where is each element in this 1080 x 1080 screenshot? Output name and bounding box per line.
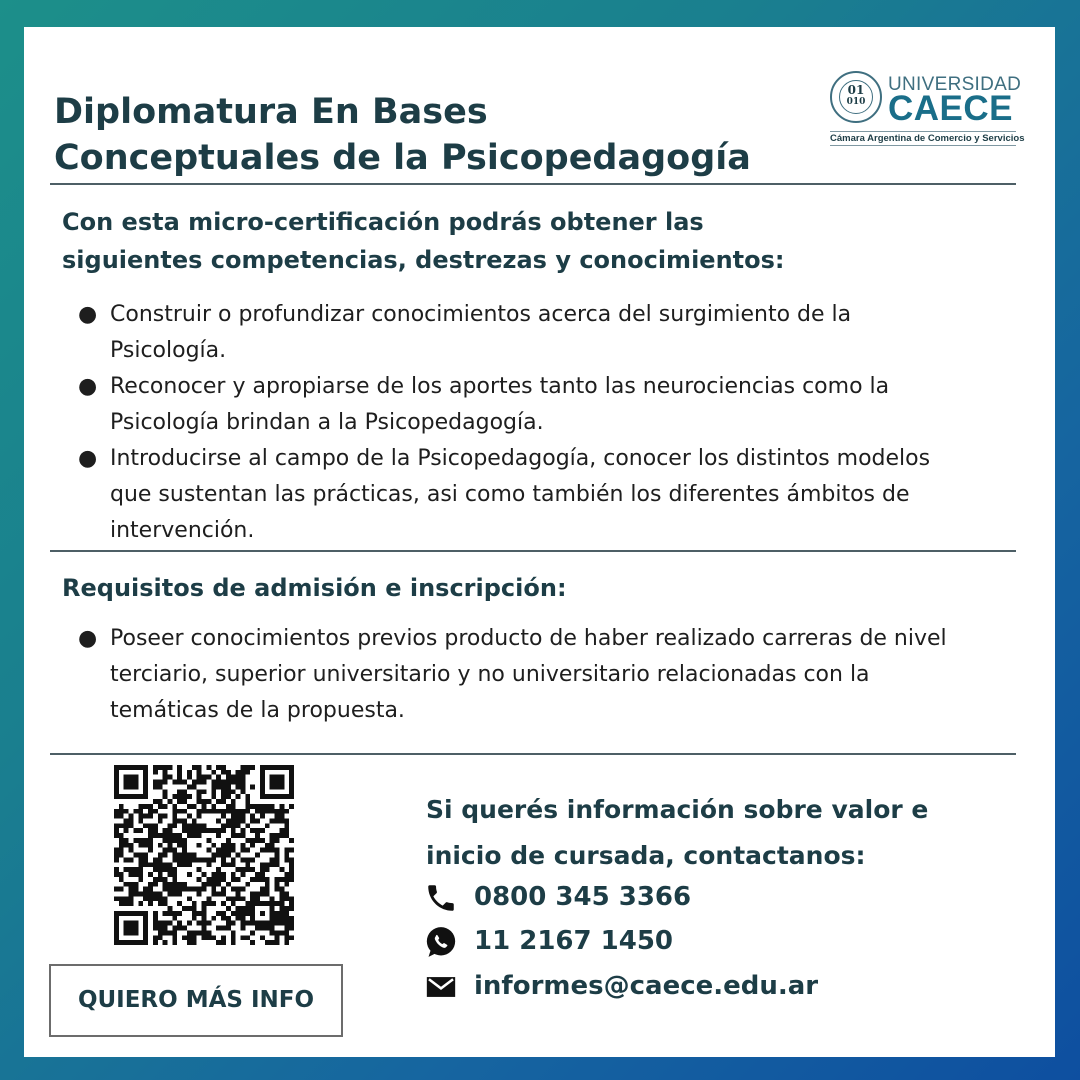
flyer-card	[24, 27, 1055, 1057]
competencias-list	[74, 297, 974, 549]
divider-top	[50, 183, 1016, 185]
phone-icon	[424, 881, 458, 915]
list-item-text: Reconocer y apropiarse de los aportes tanto las neurociencias como la Psicología brindan a la Psicopedagogía.	[110, 374, 890, 435]
list-item-text: Construir o profundizar conocimientos acerca del surgimiento de la Psicología.	[110, 302, 852, 363]
email-address[interactable]: informes@caece.edu.ar	[474, 971, 819, 1001]
bullet-icon: ●	[78, 302, 98, 327]
contact-intro	[426, 787, 928, 879]
mail-icon	[424, 970, 458, 1004]
seal-top-text: 01	[847, 83, 865, 97]
list-item	[74, 369, 974, 441]
seal-icon	[830, 71, 882, 123]
list-item-text: Poseer conocimientos previos producto de haber realizado carreras de nivel terciario, superior universitario y no universitario relacionadas con la temáticas de la propuesta.	[110, 626, 947, 723]
qr-code[interactable]	[114, 765, 294, 945]
bullet-icon: ●	[78, 446, 98, 471]
list-item	[74, 297, 974, 369]
logo-subtitle: Cámara Argentina de Comercio y Servicios	[830, 133, 1025, 144]
seal-bottom-text: 010	[846, 97, 866, 107]
competencias-heading-line-1: Con esta micro-certificación podrás obtener las	[62, 208, 704, 236]
caece-logo	[830, 71, 1025, 145]
whatsapp-number[interactable]: 11 2167 1450	[474, 926, 674, 956]
whatsapp-icon	[424, 925, 458, 959]
contact-intro-line-1: Si querés información sobre valor e	[426, 795, 929, 824]
list-item-text: Introducirse al campo de la Psicopedagogía, conocer los distintos modelos que sustentan las prácticas, asi como también los diferentes ámbitos de intervención.	[110, 446, 931, 543]
requisitos-heading-text: Requisitos de admisión e inscripción:	[62, 574, 567, 602]
more-info-button[interactable]: QUIERO MÁS INFO	[49, 964, 343, 1037]
logo-name-text: CAECE	[888, 89, 1014, 128]
bullet-icon: ●	[78, 626, 98, 651]
list-item	[74, 441, 974, 549]
competencias-heading	[62, 203, 785, 279]
logo-university-text: UNIVERSIDAD	[888, 74, 1022, 95]
competencias-heading-line-2: siguientes competencias, destrezas y conocimientos:	[62, 246, 785, 274]
phone-number[interactable]: 0800 345 3366	[474, 882, 692, 912]
requisitos-heading	[62, 569, 567, 607]
page-title	[54, 89, 751, 181]
list-item	[74, 621, 974, 729]
divider-bottom	[50, 753, 1016, 755]
bullet-icon: ●	[78, 374, 98, 399]
requisitos-list	[74, 621, 974, 729]
seal-center	[839, 80, 873, 114]
title-line-1: Diplomatura En Bases	[54, 92, 488, 132]
title-line-2: Conceptuales de la Psicopedagogía	[54, 138, 751, 178]
divider-middle	[50, 550, 1016, 552]
contact-intro-line-2: inicio de cursada, contactanos:	[426, 841, 866, 870]
